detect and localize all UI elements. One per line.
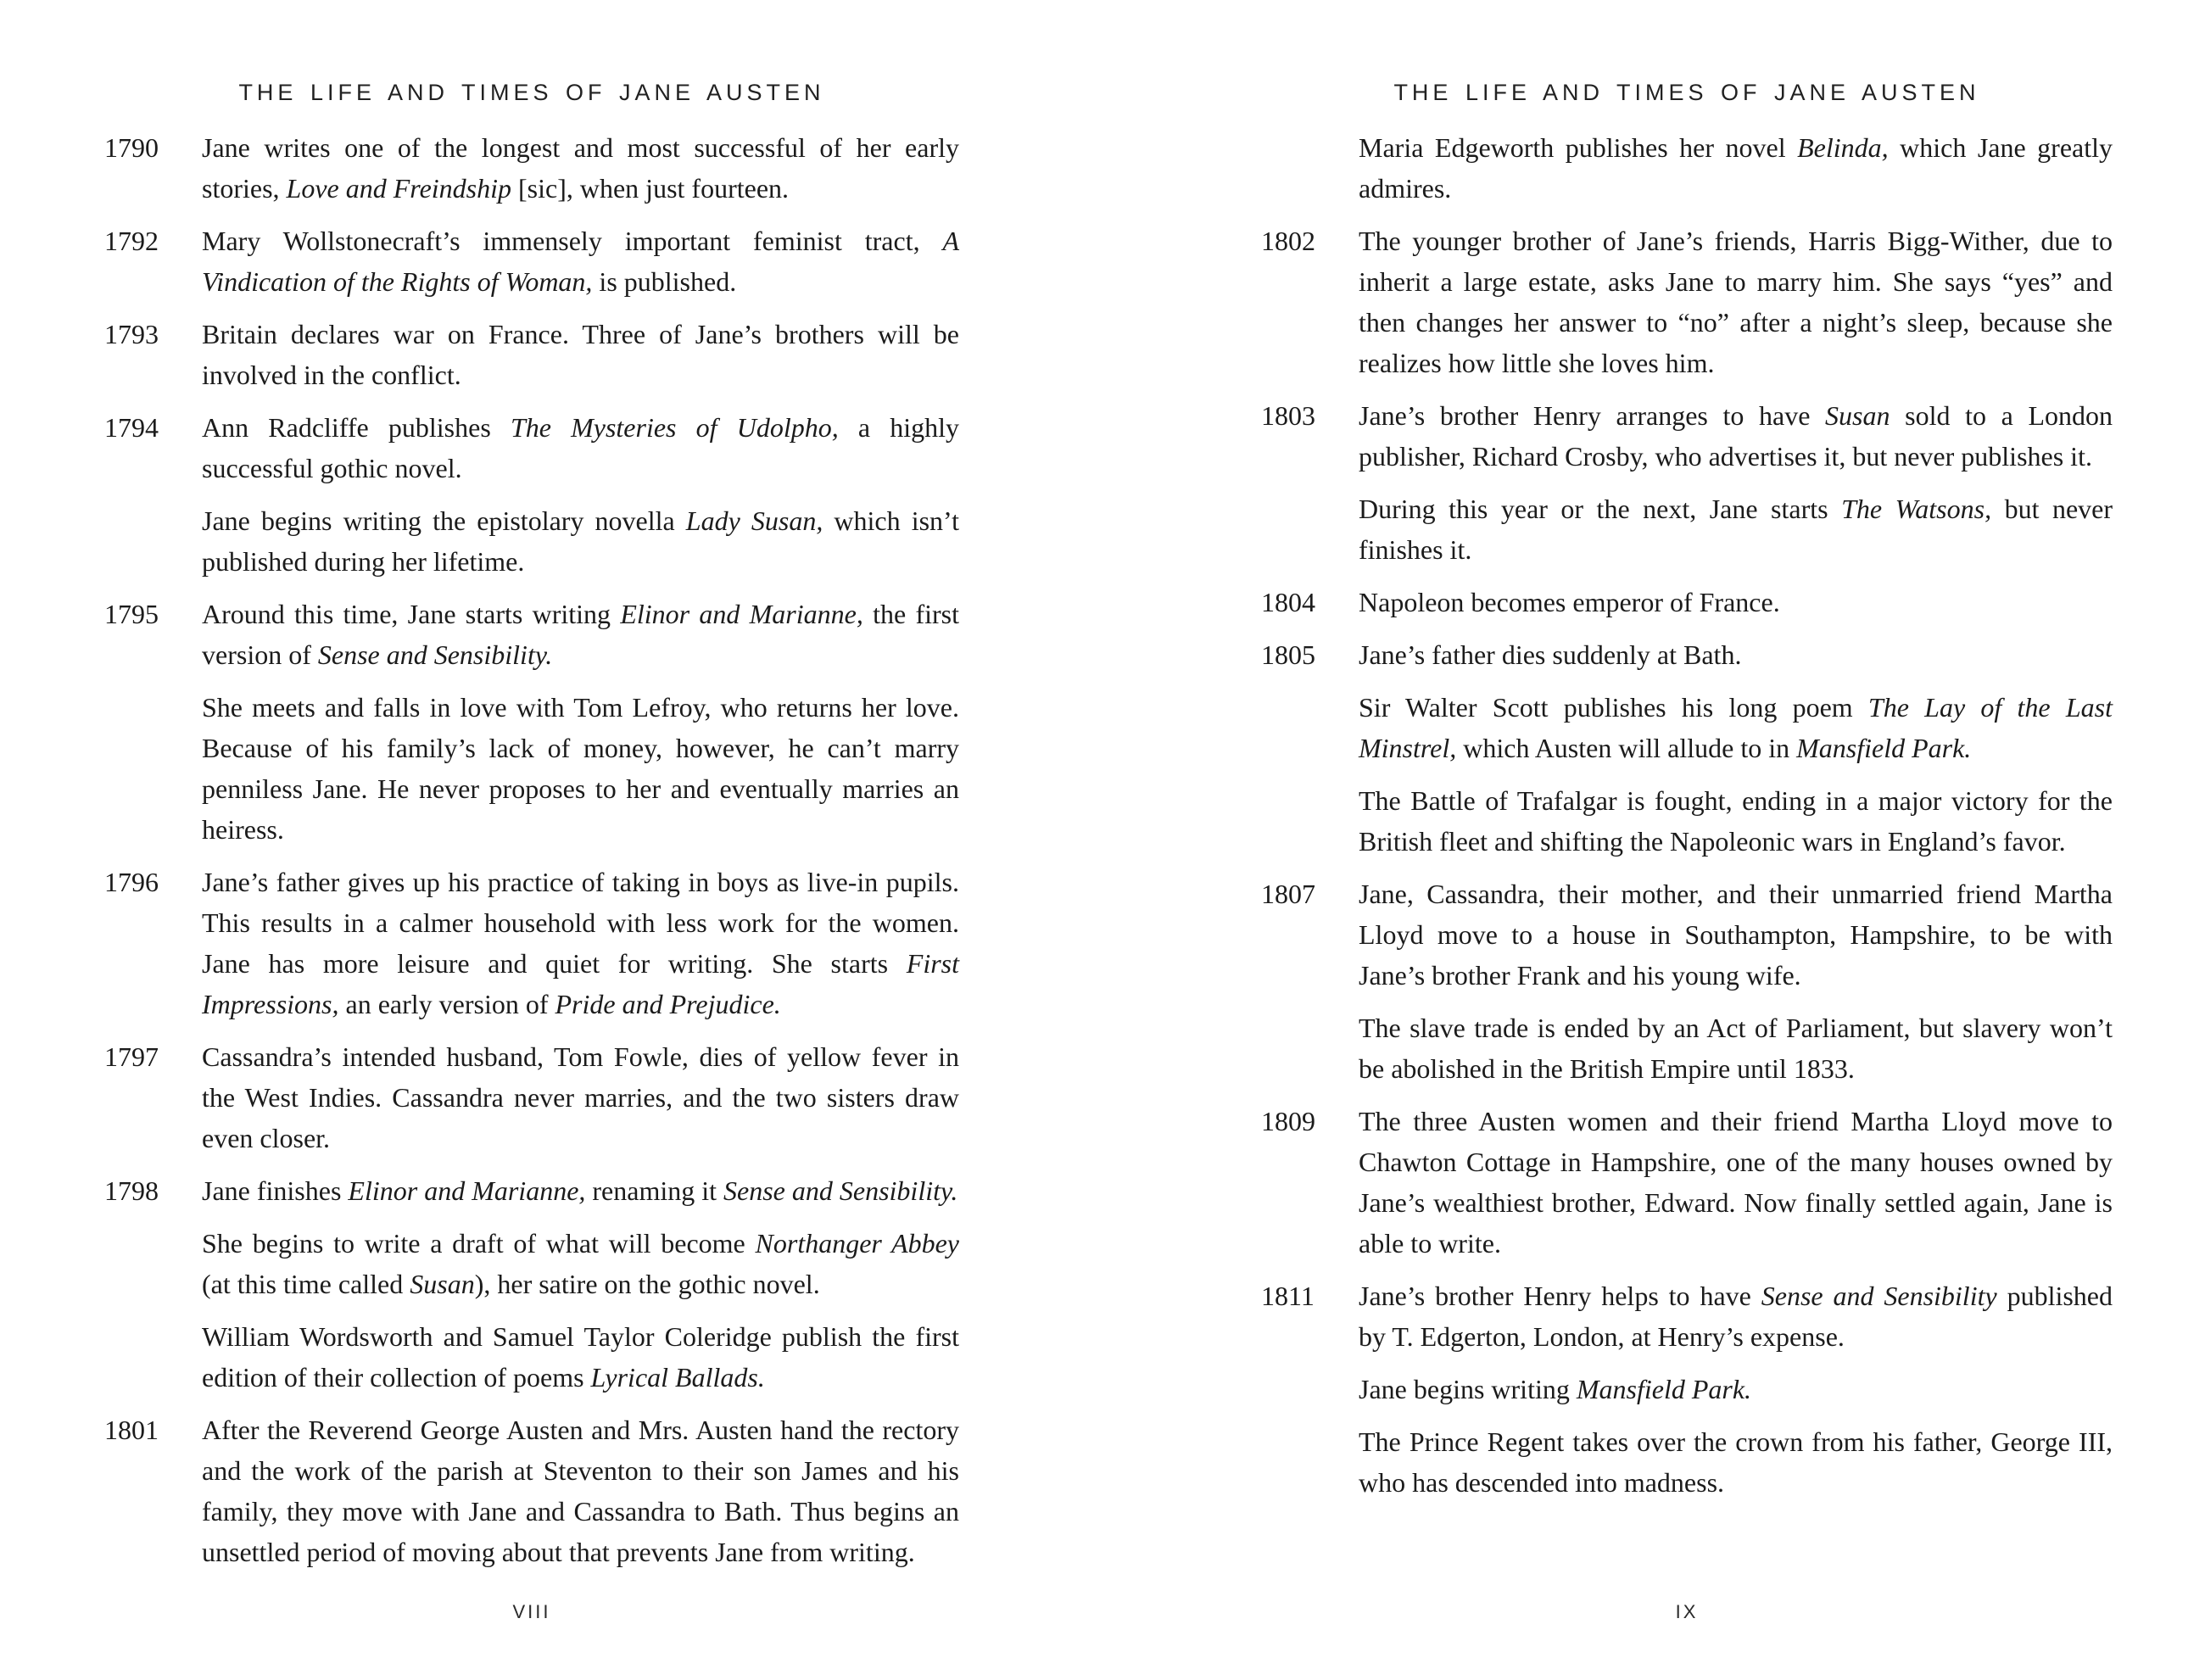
entry-year	[1261, 1421, 1359, 1503]
timeline-entry	[104, 407, 959, 488]
entry-paragraph: Jane finishes Elinor and Marianne, renaming it Sense and Sensibility.	[202, 1175, 958, 1206]
timeline-left	[104, 127, 959, 1584]
entry-year: 1802	[1261, 226, 1315, 256]
timeline-entry	[104, 594, 959, 675]
entry-paragraph: Jane’s father dies suddenly at Bath.	[1359, 639, 1742, 670]
entry-paragraph: After the Reverend George Austen and Mrs. Austen hand the rectory and the work of the parish at Steventon to their son James and his family, they move with Jane and Cassandra to Bath. Thus begins an unsettled period of moving about that prevents Jane from writing.	[202, 1415, 959, 1567]
entry-year: 1804	[1261, 587, 1315, 617]
entry-year	[1261, 488, 1359, 570]
entry-paragraph: Jane’s father gives up his practice of taking in boys as live-in pupils. This results in a calmer household with less work for the women. Jane has more leisure and quiet for writing. She starts First Impressions, an early version of Pride and Prejudice.	[202, 867, 959, 1019]
timeline-entry	[1261, 1007, 2113, 1089]
entry-paragraph: The slave trade is ended by an Act of Parliament, but slavery won’t be abolished in the British Empire until 1833.	[1359, 1013, 2113, 1084]
page-left	[0, 0, 1102, 1680]
timeline-entry	[1261, 395, 2113, 477]
entry-paragraph: Cassandra’s intended husband, Tom Fowle, dies of yellow fever in the West Indies. Cassandra never marries, and the two sisters draw even closer.	[202, 1041, 959, 1153]
timeline-entry	[1261, 780, 2113, 862]
entry-year	[1261, 780, 1359, 862]
entry-year	[1261, 1007, 1359, 1089]
timeline-entry	[1261, 127, 2113, 209]
entry-paragraph: Ann Radcliffe publishes The Mysteries of Udolpho, a highly successful gothic novel.	[202, 412, 959, 483]
timeline-entry	[104, 687, 959, 850]
entry-year	[104, 500, 202, 582]
entry-paragraph: She meets and falls in love with Tom Lefroy, who returns her love. Because of his family’s lack of money, however, he can’t marry penniless Jane. He never proposes to her and eventually marries an heiress.	[202, 692, 959, 845]
timeline-entry	[1261, 1275, 2113, 1357]
entry-paragraph: Jane begins writing Mansfield Park.	[1359, 1374, 1752, 1404]
timeline-entry	[104, 862, 959, 1024]
entry-year: 1807	[1261, 879, 1315, 909]
entry-year: 1793	[104, 319, 159, 349]
page-number-right: IX	[1675, 1601, 1699, 1622]
entry-paragraph: She begins to write a draft of what will become Northanger Abbey (at this time called Susan), her satire on the gothic novel.	[202, 1228, 960, 1299]
entry-paragraph: Jane, Cassandra, their mother, and their unmarried friend Martha Lloyd move to a house in Southampton, Hampshire, to be with Jane’s brother Frank and his young wife.	[1359, 879, 2113, 991]
entry-year: 1795	[104, 599, 159, 629]
entry-paragraph: The Prince Regent takes over the crown from his father, George III, who has descended into madness.	[1359, 1426, 2113, 1498]
timeline-entry	[104, 1316, 959, 1398]
entry-paragraph: William Wordsworth and Samuel Taylor Coleridge publish the first edition of their collection of poems Lyrical Ballads.	[202, 1321, 959, 1393]
page-number-left: VIII	[512, 1601, 551, 1622]
entry-paragraph: The younger brother of Jane’s friends, Harris Bigg-Wither, due to inherit a large estate, asks Jane to marry him. She says “yes” and then changes her answer to “no” after a night’s sleep, because she realizes how little she loves him.	[1359, 226, 2113, 378]
entry-year	[1261, 1369, 1359, 1409]
entry-paragraph: Napoleon becomes emperor of France.	[1359, 587, 1780, 617]
entry-paragraph: The three Austen women and their friend Martha Lloyd move to Chawton Cottage in Hampshire, one of the many houses owned by Jane’s wealthiest brother, Edward. Now finally settled again, Jane is able to write.	[1359, 1106, 2113, 1259]
entry-year: 1798	[104, 1175, 159, 1206]
entry-year	[1261, 687, 1359, 768]
entry-paragraph: Around this time, Jane starts writing Elinor and Marianne, the first version of Sense and Sensibility.	[202, 599, 959, 670]
entry-year: 1794	[104, 412, 159, 443]
entry-paragraph: Jane’s brother Henry arranges to have Susan sold to a London publisher, Richard Crosby, who advertises it, but never publishes it.	[1359, 400, 2113, 472]
timeline-entry	[1261, 1421, 2113, 1503]
entry-year	[104, 1316, 202, 1398]
entry-paragraph: Jane writes one of the longest and most successful of her early stories, Love and Freindship [sic], when just fourteen.	[202, 132, 959, 204]
entry-paragraph: Jane begins writing the epistolary novella Lady Susan, which isn’t published during her lifetime.	[202, 505, 960, 577]
entry-year: 1790	[104, 132, 159, 163]
entry-paragraph: During this year or the next, Jane starts The Watsons, but never finishes it.	[1359, 494, 2113, 565]
running-head-left: THE LIFE AND TIMES OF JANE AUSTEN	[238, 80, 825, 105]
entry-paragraph: Mary Wollstonecraft’s immensely important feminist tract, A Vindication of the Rights of Woman, is published.	[202, 226, 959, 297]
timeline-entry	[1261, 582, 2113, 622]
entry-year: 1809	[1261, 1106, 1315, 1136]
timeline-entry	[1261, 488, 2113, 570]
entry-paragraph: Britain declares war on France. Three of Jane’s brothers will be involved in the conflict.	[202, 319, 959, 390]
entry-paragraph: Sir Walter Scott publishes his long poem The Lay of the Last Minstrel, which Austen will allude to in Mansfield Park.	[1359, 692, 2113, 763]
entry-year: 1801	[104, 1415, 159, 1445]
timeline-entry	[1261, 873, 2113, 996]
entry-year	[104, 1223, 202, 1304]
entry-year: 1805	[1261, 639, 1315, 670]
entry-year	[1261, 127, 1359, 209]
entry-year: 1796	[104, 867, 159, 897]
entry-year: 1792	[104, 226, 159, 256]
page-right	[1102, 0, 2205, 1680]
entry-paragraph: The Battle of Trafalgar is fought, ending in a major victory for the British fleet and shifting the Napoleonic wars in England’s favor.	[1359, 785, 2113, 857]
entry-year: 1797	[104, 1041, 159, 1072]
entry-paragraph: Jane’s brother Henry helps to have Sense and Sensibility published by T. Edgerton, London, at Henry’s expense.	[1359, 1281, 2113, 1352]
timeline-entry	[104, 127, 959, 209]
timeline-entry	[104, 500, 959, 582]
timeline-entry	[104, 1036, 959, 1158]
timeline-entry	[104, 314, 959, 395]
timeline-entry	[104, 1223, 959, 1304]
timeline-right	[1261, 127, 2113, 1515]
timeline-entry	[1261, 220, 2113, 383]
timeline-entry	[104, 1409, 959, 1572]
entry-year	[104, 687, 202, 850]
entry-year: 1803	[1261, 400, 1315, 431]
timeline-entry	[1261, 1101, 2113, 1264]
entry-paragraph: Maria Edgeworth publishes her novel Belinda, which Jane greatly admires.	[1359, 132, 2113, 204]
entry-year: 1811	[1261, 1281, 1315, 1311]
timeline-entry	[104, 1170, 959, 1211]
running-head-right: THE LIFE AND TIMES OF JANE AUSTEN	[1393, 80, 1980, 105]
timeline-entry	[104, 220, 959, 302]
timeline-entry	[1261, 634, 2113, 675]
timeline-entry	[1261, 687, 2113, 768]
timeline-entry	[1261, 1369, 2113, 1409]
